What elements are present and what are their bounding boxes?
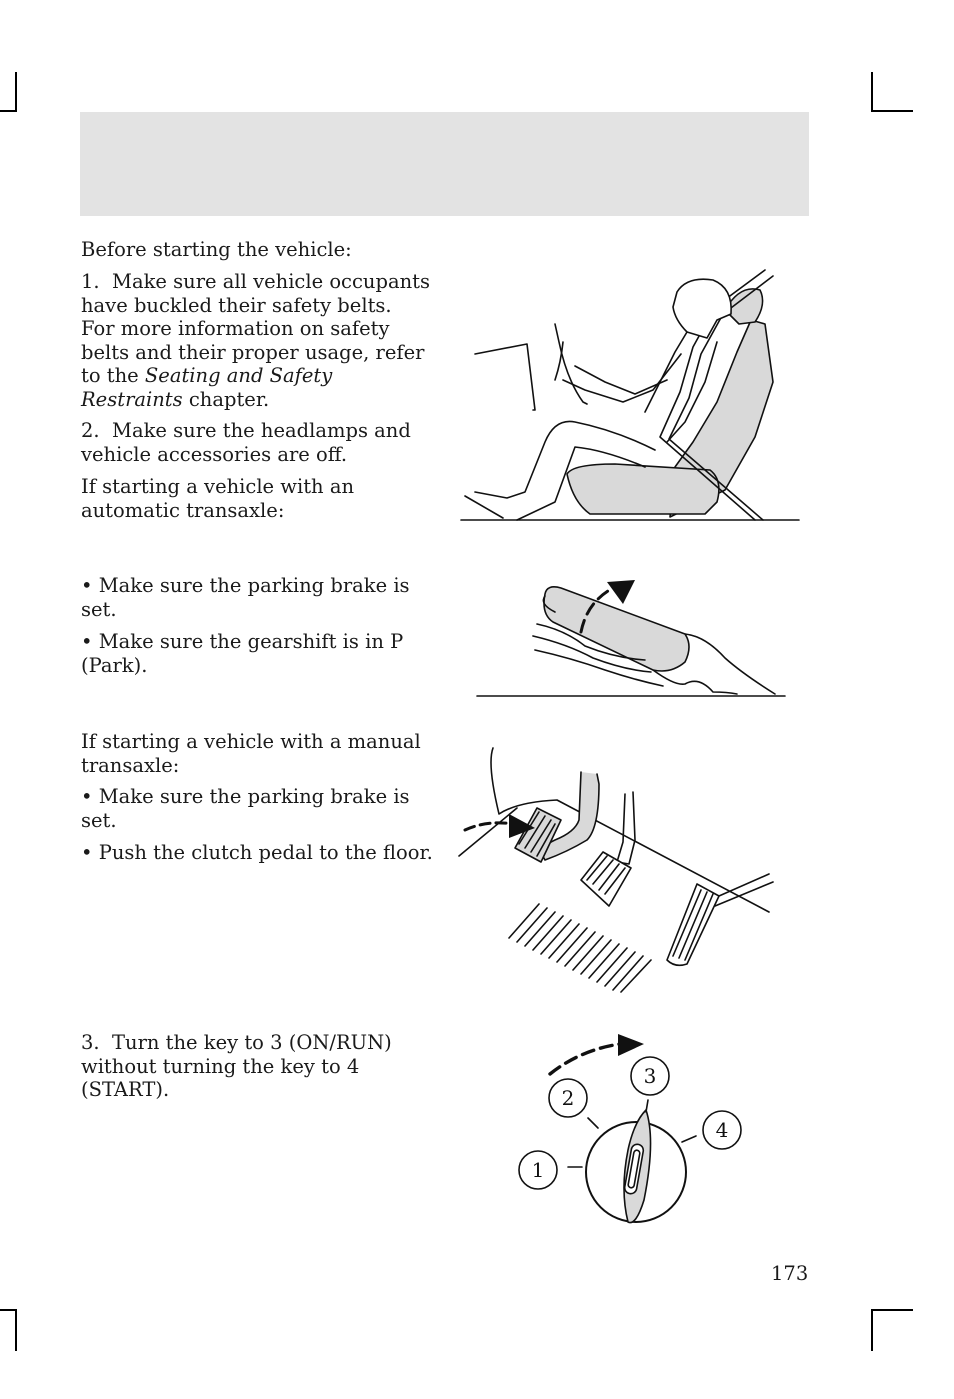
manual-bullet-1 — [81, 785, 411, 832]
step-3 — [81, 1031, 411, 1102]
position-3-label: 3 — [643, 1064, 657, 1088]
manual-heading-text: If starting a vehicle with a manual transaxle: — [81, 730, 421, 777]
step-2-text: 2. Make sure the headlamps and vehicle accessories are off. — [81, 419, 411, 466]
crop-mark-bottom-right-v — [871, 1309, 873, 1351]
step-2 — [81, 419, 421, 466]
automatic-bullet-1 — [81, 574, 411, 621]
pedals-illustration — [457, 744, 777, 994]
ignition-illustration — [510, 1030, 750, 1230]
page-number: 173 — [771, 1262, 809, 1285]
chapter-reference: Seating and Safety Restraints — [81, 364, 333, 411]
header-band — [80, 112, 809, 216]
manual-bullet-1-text: • Make sure the parking brake is set. — [81, 785, 411, 832]
step-1-lead: 1. Make sure all vehicle occupants have buckled their safety belts. For more information on safety belts and their proper usage, refer to the — [81, 270, 430, 387]
crop-mark-top-right-v — [871, 72, 873, 112]
intro-text — [81, 238, 441, 262]
seated-driver-illustration — [455, 262, 805, 524]
crop-mark-top-left-h — [0, 110, 17, 112]
step-1 — [81, 270, 431, 411]
crop-mark-top-right-h — [871, 110, 913, 112]
step-1-tail: chapter. — [182, 387, 270, 411]
automatic-heading — [81, 475, 381, 522]
automatic-bullet-2-text: • Make sure the gearshift is in P (Park). — [81, 630, 411, 677]
automatic-bullet-2 — [81, 630, 411, 677]
automatic-bullet-1-text: • Make sure the parking brake is set. — [81, 574, 411, 621]
crop-mark-bottom-right-h — [871, 1309, 913, 1311]
crop-mark-bottom-left-v — [15, 1309, 17, 1351]
automatic-heading-text: If starting a vehicle with an automatic transaxle: — [81, 475, 354, 522]
crop-mark-top-left-v — [15, 72, 17, 112]
crop-mark-bottom-left-h — [0, 1309, 17, 1311]
manual-heading — [81, 730, 421, 777]
position-4-label: 4 — [715, 1118, 729, 1142]
step-3-text: 3. Turn the key to 3 (ON/RUN) without turning the key to 4 (START). — [81, 1031, 392, 1101]
position-1-label: 1 — [531, 1158, 545, 1182]
position-2-label: 2 — [561, 1086, 575, 1110]
manual-bullet-2 — [81, 841, 451, 865]
intro-line: Before starting the vehicle: — [81, 238, 352, 261]
step-1-text — [81, 270, 431, 411]
manual-bullet-2-text: • Push the clutch pedal to the floor. — [81, 841, 451, 865]
parking-brake-illustration — [475, 574, 790, 702]
